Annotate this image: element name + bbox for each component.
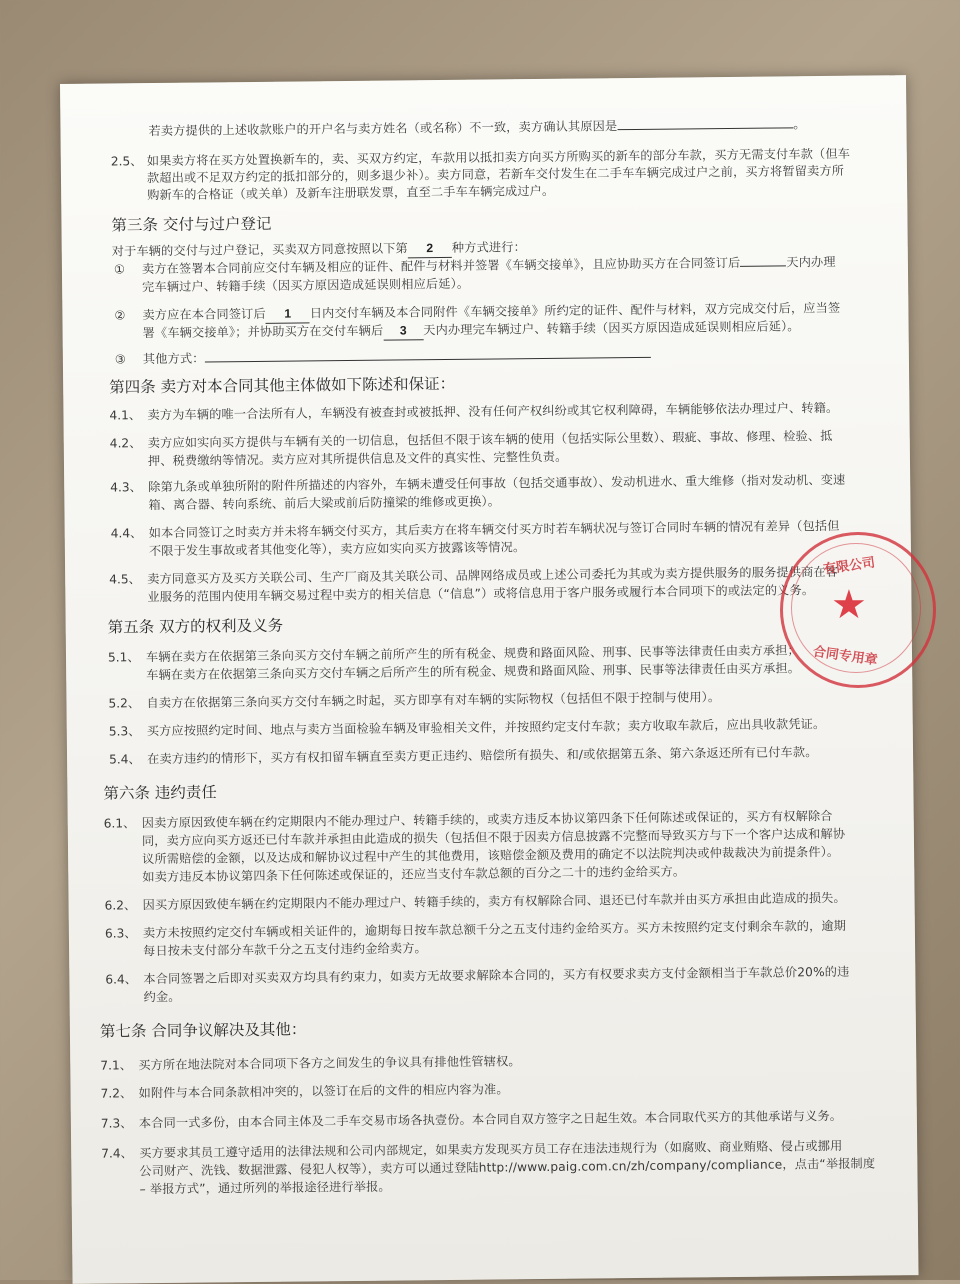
clause-5-4-line1: 在卖方违约的情形下，买方有权扣留车辆直至卖方更正违约、赔偿所有损失、和/或依据第五条、第六条返还所有已付车款。: [147, 745, 818, 767]
contract-page: [60, 75, 919, 1284]
clause-5-2-num: 5.2、: [108, 696, 141, 711]
option-2-text-b: 日内交付车辆及本合同附件《车辆交接单》所约定的证件、配件与材料，双方完成交付后，应当签: [309, 300, 841, 321]
clause-5-1-line1: 车辆在卖方在依据第三条向买方交付车辆之前所产生的所有税金、规费和路面风险、刑事、民事等法律责任由卖方承担；: [145, 643, 800, 665]
clause-4-4-line2: 不限于发生事故或者其他变化等），卖方应如实向买方披露该等情况。: [148, 540, 526, 559]
clause-6-1-num: 6.1、: [103, 816, 136, 831]
clause-4-2-num: 4.2、: [109, 436, 142, 451]
article-4-heading: 第四条 卖方对本合同其他主体做如下陈述和保证：: [109, 374, 456, 397]
clause-4-4-line1: 如本合同签订之时卖方并未将车辆交付买方，其后卖方在将车辆交付买方时若车辆状况与签订合同时车辆的情况有差异（包括但: [148, 518, 840, 541]
clause-2-5-line3: 购新车的合格证（或关单）及新车注册联发票，直至二手车车辆完成过户。: [147, 183, 555, 203]
clause-7-2-line1: 如附件与本合同条款相冲突的，以签订在后的文件的相应内容为准。: [138, 1082, 509, 1101]
option-1-days-blank: [740, 265, 786, 266]
clause-6-1-line1: 因卖方原因致使车辆在约定期限内不能办理过户、转籍手续的，或卖方违反本协议第四条下任何陈述或保证的，买方有权解除合: [141, 808, 833, 831]
option-2-transfer-days-blank: 3: [383, 322, 423, 340]
clause-6-4-line2: 约金。: [143, 989, 181, 1005]
clause-2-5-line1: 如果卖方将在买方处置换新车的，卖、买双方约定，车款用以抵扣卖方向买方所购买的新车的部分车款，买方无需支付车款（但车: [146, 146, 851, 169]
option-1-num: ①: [113, 262, 125, 277]
clause-6-1-line4: 如卖方违反本协议第四条下任何陈述或保证的，还应当支付车款总额的百分之二十的违约金给买方。: [142, 864, 686, 885]
clause-6-2-line1: 因买方原因致使车辆在约定期限内不能办理过户、转籍手续的，卖方有权解除合同、退还已付车款并由买方承担由此造成的损失。: [142, 890, 846, 913]
clause-7-4-line2: 公司财产、洗钱、数据泄露、侵犯人权等），卖方可以通过登陆http://www.paig.com.cn/zh/company/compliance，点击“举报制度: [139, 1156, 876, 1179]
clause-7-2-num: 7.2、: [100, 1086, 133, 1101]
clause-4-5-line2: 业服务的范围内使用车辆交易过程中卖方的相关信息（“信息”）或将信息用于客户服务或履行本合同项下的或法定的义务。: [147, 583, 815, 605]
option-3-line: [143, 346, 651, 368]
clause-6-4-num: 6.4、: [105, 972, 138, 987]
line-top-0: 若卖方提供的上述收款账户的开户名与卖方姓名（或名称）不一致，卖方确认其原因是 。: [148, 117, 806, 139]
clause-4-3-num: 4.3、: [110, 480, 142, 495]
option-2-text-d: 天内办理完车辆过户、转籍手续（因买方原因造成延误则相应后延）。: [423, 319, 800, 338]
text-top-0: 若卖方提供的上述收款账户的开户名与卖方姓名（或名称）不一致，卖方确认其原因是: [148, 119, 618, 139]
clause-6-1-line3: 议所需赔偿的金额，以及达成和解协议过程中产生的其他费用，该赔偿金额及费用的确定不以法院判决或仲裁裁决为前提条件）。: [142, 844, 840, 867]
star-icon: ★: [831, 582, 867, 628]
blank-reason: [617, 127, 793, 130]
article-7-heading: 第七条 合同争议解决及其他：: [99, 1020, 307, 1041]
option-2-days-blank: 1: [266, 305, 310, 323]
option-number-blank: 2: [408, 240, 452, 258]
clause-4-5-line1: 卖方同意买方及买方关联公司、生产厂商及其关联公司、品牌网络成员或上述公司委托为其或为卖方提供服务的服务提供商在客: [147, 564, 839, 587]
company-seal: [780, 532, 936, 688]
clause-7-4-line3: – 举报方式”，通过所列的举报途径进行举报。: [139, 1179, 391, 1197]
clause-7-1-num: 7.1、: [100, 1058, 132, 1073]
option-3-num: ③: [114, 352, 126, 367]
option-3-blank: [205, 357, 651, 363]
clause-6-3-line1: 卖方未按照约定交付车辆或相关证件的，逾期每日按车款总额千分之五支付违约金给买方。买方未按照约定支付剩余车款的，逾期: [142, 918, 847, 941]
clause-4-3-line2: 箱、离合器、转向系统、前后大梁或前后防撞梁的维修或更换）。: [148, 494, 501, 513]
clause-5-2-line1: 自卖方在依据第三条向买方交付车辆之时起，买方即享有对车辆的实际物权（包括但不限于控制与使用）。: [146, 690, 721, 711]
clause-7-1-line1: 买方所在地法院对本合同项下各方之间发生的争议具有排他性管辖权。: [138, 1054, 521, 1073]
clause-5-4-num: 5.4、: [109, 752, 141, 767]
clause-4-3-line1: 除第九条或单独所附的附件所描述的内容外，车辆未遭受任何事故（包括交通事故）、发动机进水、重大维修（指对发动机、变速: [148, 472, 846, 495]
option-1-line2: 完车辆过户、转籍手续（因买方原因造成延误则相应后延）。: [142, 276, 470, 295]
clause-6-1-line2: 同，卖方应向买方返还已付车款并承担由此造成的损失（包括但不限于因卖方信息披露不完整而导致买方与下一个客户达成和解协: [141, 826, 846, 849]
clause-4-2-line1: 卖方应如实向买方提供与车辆有关的一切信息，包括但不限于该车辆的使用（包括实际公里数）、瑕疵、事故、修理、检验、抵: [147, 428, 833, 451]
clause-7-3-num: 7.3、: [100, 1116, 133, 1131]
clause-5-3-num: 5.3、: [108, 724, 141, 739]
clause-6-3-num: 6.3、: [104, 926, 137, 941]
clause-4-5-num: 4.5、: [109, 572, 141, 587]
clause-5-1-num: 5.1、: [107, 650, 140, 665]
option-2-text-c: 署《车辆交接单》；并协助买方在交付车辆后: [142, 323, 384, 341]
seal-lettering-top: 有限公司: [822, 555, 877, 578]
option-2-num: ②: [114, 308, 126, 323]
article-6-heading: 第六条 违约责任: [103, 783, 217, 803]
option-1-text-a: 卖方在签署本合同前应交付车辆及相应的证件、配件与材料并签署《车辆交接单》，且应协助买方在合同签订后: [141, 255, 741, 277]
clause-2-5-line2: 款超出或不足双方约定的抵扣部分的，则多退少补）。卖方同意，若新车交付发生在二手车车辆完成过户之前，买方将暂留卖方所: [146, 163, 845, 186]
clause-5-3-line1: 买方应按照约定时间、地点与卖方当面检验车辆及审验相关文件，并按照约定支付车款；卖方收取车款后，应出具收款凭证。: [146, 717, 826, 739]
clause-6-4-line1: 本合同签署之后即对买卖双方均具有约束力，如卖方无故要求解除本合同的，买方有权要求卖方支付金额相当于车款总价20%的违: [143, 964, 850, 987]
option-2-text-a: 卖方应在本合同签订后: [142, 306, 266, 323]
clause-7-3-line1: 本合同一式多份，由本合同主体及二手车交易市场各执壹份。本合同自双方签字之日起生效。本合同取代买方的其他承诺与义务。: [138, 1108, 843, 1131]
article-3-intro-a: 对于车辆的交付与过户登记，买卖双方同意按照以下第: [111, 241, 408, 259]
option-3-label: 其他方式：: [142, 351, 205, 367]
option-1-text-b: 天内办理: [786, 254, 836, 270]
clause-4-1-line1: 卖方为车辆的唯一合法所有人，车辆没有被查封或被抵押、没有任何产权纠纷或其它权利障碍，车辆能够依法办理过户、转籍。: [147, 400, 839, 423]
article-5-heading: 第五条 双方的权利及义务: [107, 616, 284, 637]
clause-6-2-num: 6.2、: [104, 898, 137, 913]
clause-4-4-num: 4.4、: [110, 526, 143, 541]
clause-2-5-num: 2.5、: [110, 154, 143, 169]
clause-6-3-line2: 每日按未支付部分车款千分之五支付违约金给卖方。: [143, 941, 427, 959]
clause-4-2-line2: 押、税费缴纳等情况。卖方应对其所提供信息及文件的真实性、完整性负责。: [147, 449, 568, 469]
article-3-intro-b: 种方式进行：: [451, 240, 526, 255]
clause-5-1-line2: 车辆在卖方在依据第三条向买方交付车辆之后所产生的所有税金、规费和路面风险、刑事、民事等法律责任由买方承担。: [146, 661, 801, 683]
seal-lettering-bottom: 合同专用章: [811, 644, 879, 669]
clause-7-4-num: 7.4、: [101, 1146, 133, 1161]
article-3-heading: 第三条 交付与过户登记: [111, 214, 272, 235]
clause-4-1-num: 4.1、: [109, 408, 142, 423]
clause-7-4-line1: 买方要求其员工遵守适用的法律法规和公司内部规定，如果卖方发现买方员工存在违法违规行为（如腐败、商业贿赂、侵占或挪用: [139, 1138, 843, 1161]
